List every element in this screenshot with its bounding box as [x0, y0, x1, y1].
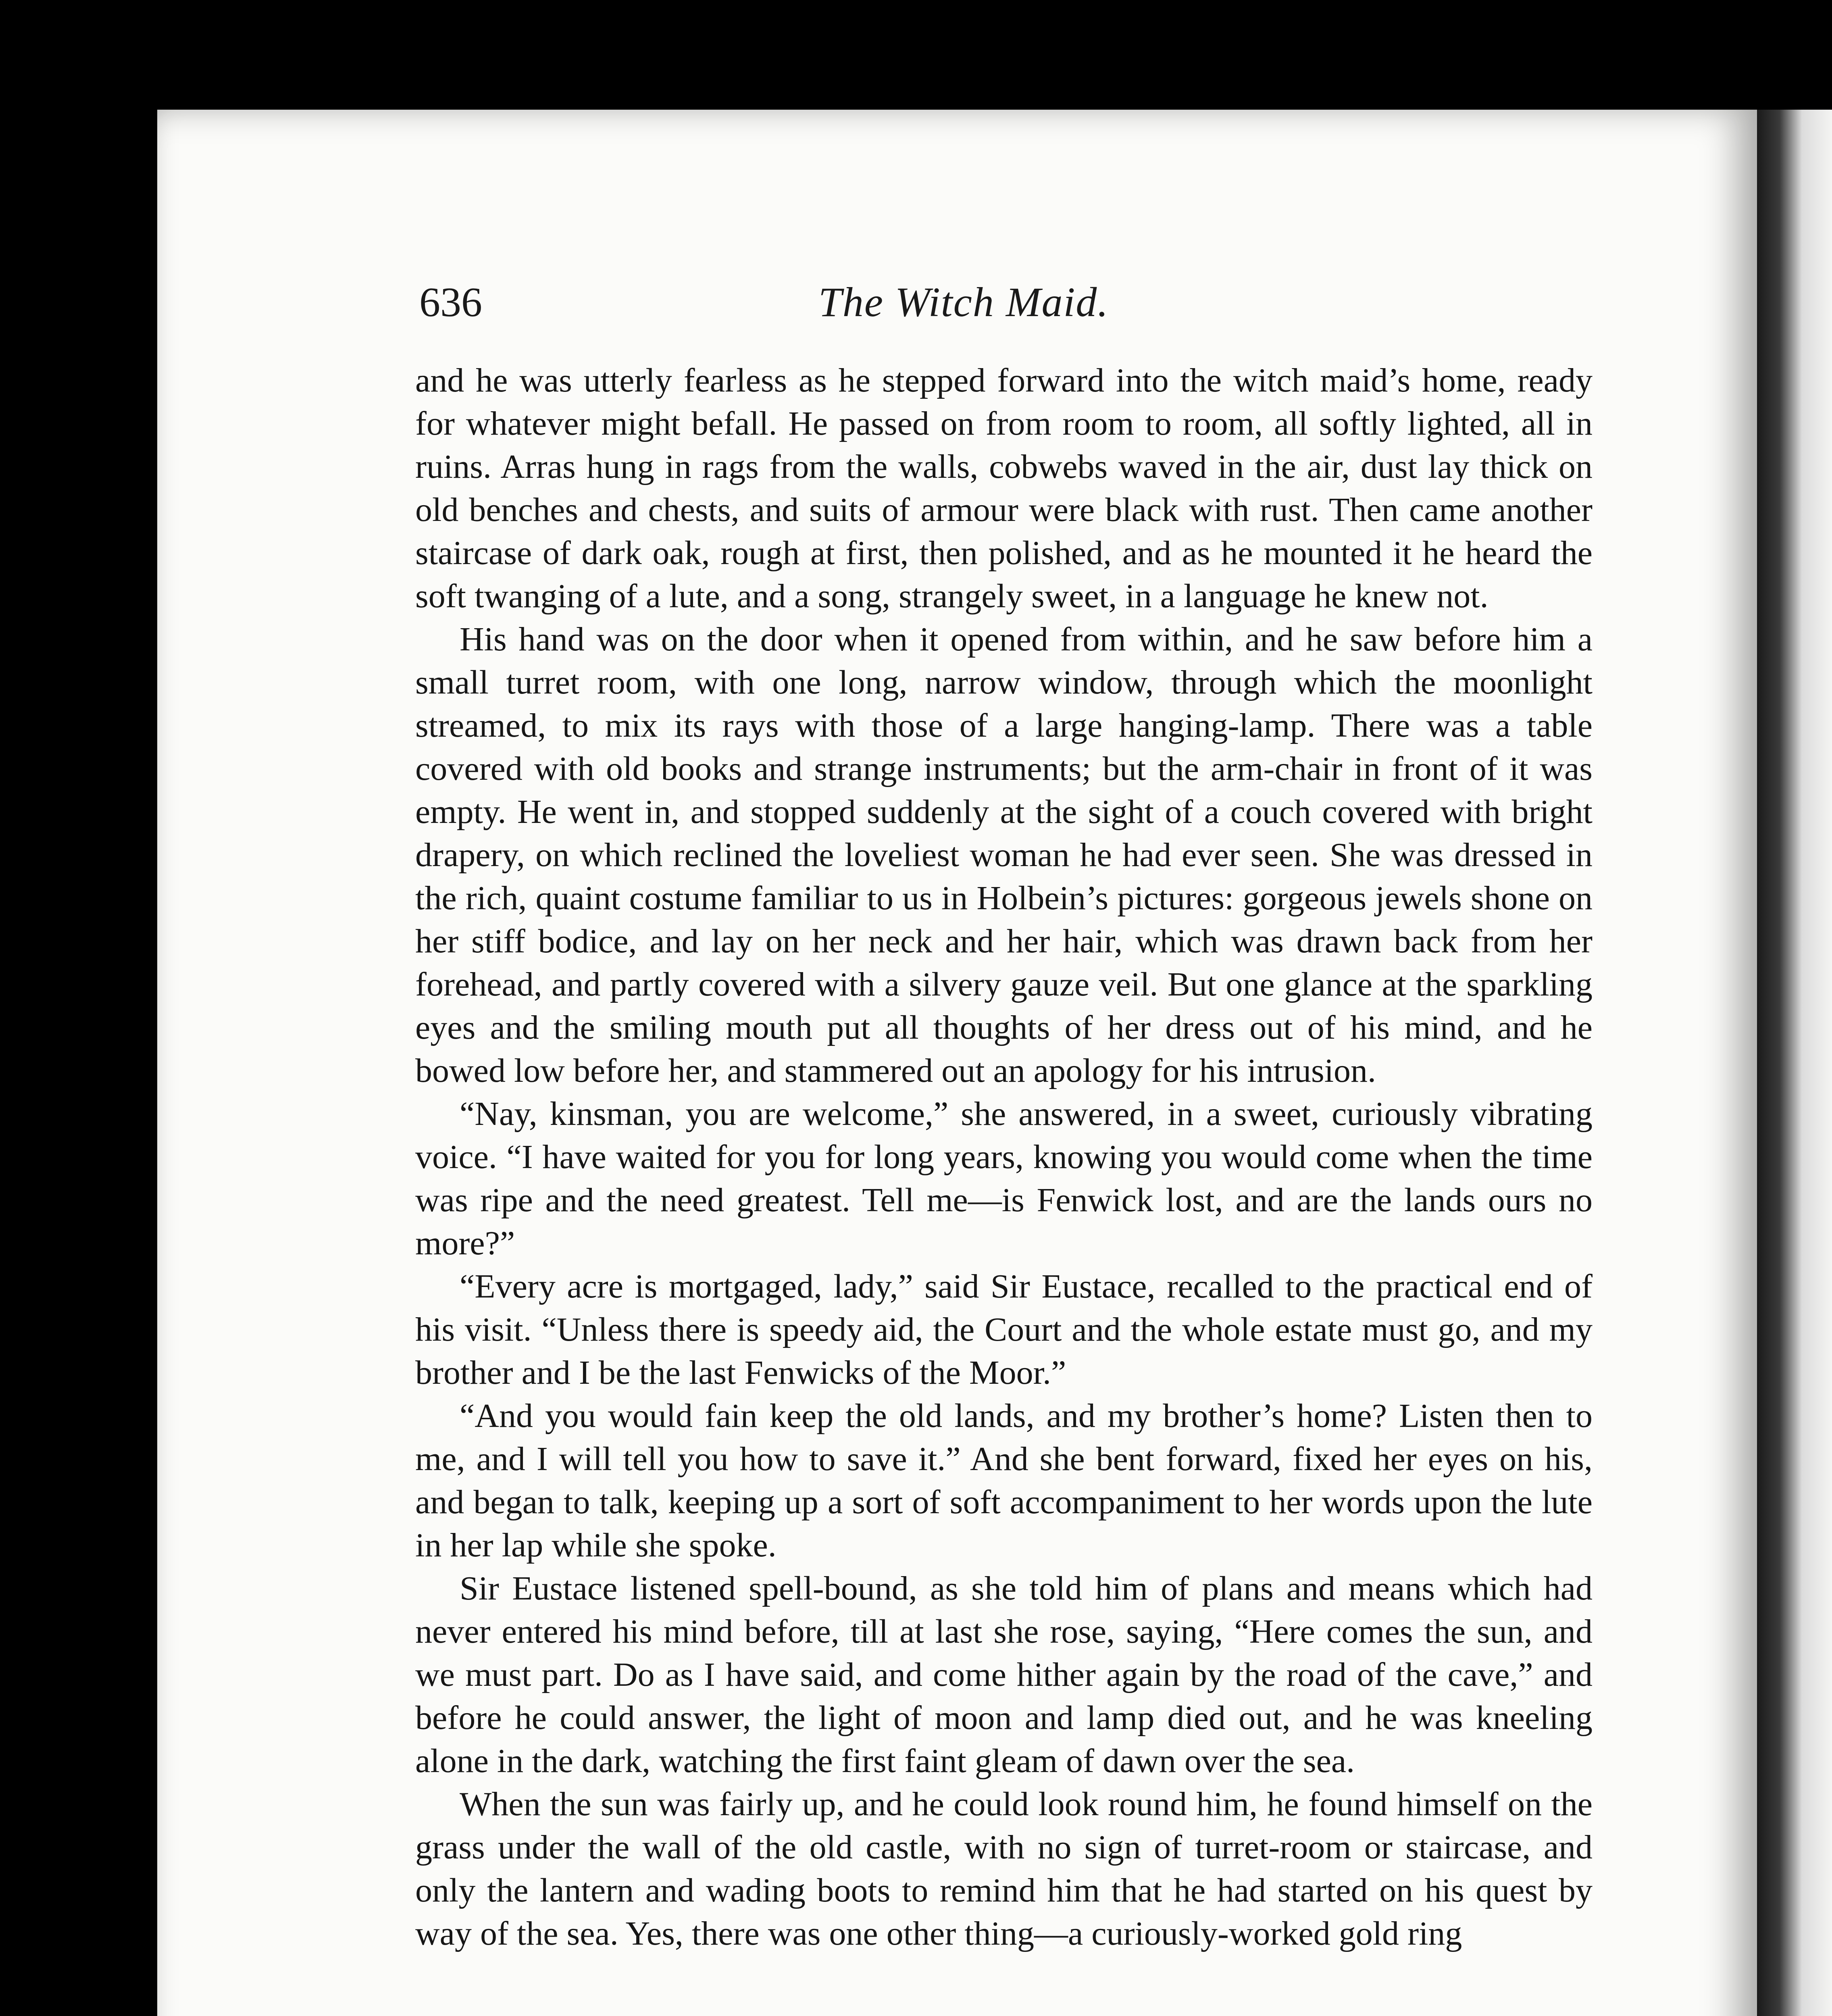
paragraph: His hand was on the door when it opened from within, and he saw before him a small turret room, with one long, narrow window, through which the moonlight streamed, to mix its rays with those of a large hanging-lamp. There was a table covered with old books and strange instruments; but the arm-chair in front of it was empty. He went in, and stopped suddenly at the sight of a couch covered with bright drapery, on which reclined the loveliest woman he had ever seen. She was dressed in the rich, quaint costume familiar to us in Holbein’s pictures: gorgeous jewels shone on her stiff bodice, and lay on her neck and her hair, which was drawn back from her forehead, and partly covered with a silvery gauze veil. But one glance at the sparkling eyes and the smiling mouth put all thoughts of her dress out of his mind, and he bowed low before her, and stammered out an apology for his intrusion.	[415, 621, 1593, 1089]
page-body	[415, 359, 1593, 1955]
page-header	[419, 278, 1588, 343]
paragraph: “Nay, kinsman, you are welcome,” she answered, in a sweet, curiously vibrating voice. “I have waited for you for long years, knowing you would come when the time was ripe and the need greatest. Tell me—is Fenwick lost, and are the lands ours no more?”	[415, 1095, 1593, 1262]
paragraph: “And you would fain keep the old lands, and my brother’s home? Listen then to me, and I will tell you how to save it.” And she bent forward, fixed her eyes on his, and began to talk, keeping up a sort of soft accompaniment to her words upon the lute in her lap while she spoke.	[415, 1397, 1593, 1564]
paragraph: When the sun was fairly up, and he could look round him, he found himself on the grass under the wall of the old castle, with no sign of turret-room or staircase, and only the lantern and wading boots to remind him that he had started on his quest by way of the sea. Yes, there was one other thing—a curiously-worked gold ring	[415, 1785, 1593, 1952]
book-gutter	[1757, 110, 1832, 2016]
paragraph: Sir Eustace listened spell-bound, as she told him of plans and means which had never entered his mind before, till at last she rose, saying, “Here comes the sun, and we must part. Do as I have said, and come hither again by the road of the cave,” and before he could answer, the light of moon and lamp died out, and he was kneeling alone in the dark, watching the first faint gleam of dawn over the sea.	[415, 1570, 1593, 1780]
page-number: 636	[419, 279, 482, 325]
paragraph: and he was utterly fearless as he stepped forward into the witch maid’s home, ready for whatever might befall. He passed on from room to room, all softly lighted, all in ruins. Arras hung in rags from the walls, cobwebs waved in the air, dust lay thick on old benches and chests, and suits of armour were black with rust. Then came another staircase of dark oak, rough at first, then polished, and as he mounted it he heard the soft twanging of a lute, and a song, strangely sweet, in a language he knew not.	[415, 362, 1593, 615]
paragraph: “Every acre is mortgaged, lady,” said Sir Eustace, recalled to the practical end of his visit. “Unless there is speedy aid, the Court and the whole estate must go, and my brother and I be the last Fenwicks of the Moor.”	[415, 1268, 1593, 1391]
running-title: The Witch Maid.	[818, 279, 1109, 325]
